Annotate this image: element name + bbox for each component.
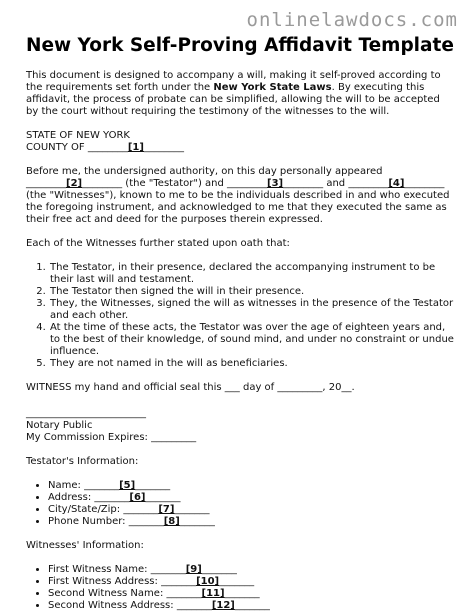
witness1-blank-post: ________ bbox=[283, 178, 324, 189]
notary-public-label: Notary Public bbox=[26, 420, 93, 431]
notary-signature-line[interactable]: ________________________ bbox=[26, 408, 146, 419]
intro-text-pre: This document is designed to accompany a will, making it self-proved according to the requirements set forth under the bbox=[26, 70, 441, 93]
field-marker[interactable]: [11] bbox=[201, 588, 225, 599]
field-blank: _______ bbox=[123, 504, 159, 515]
first-witness-name-item bbox=[48, 564, 454, 576]
field-blank: _______ bbox=[234, 600, 270, 611]
county-field-marker[interactable]: [1] bbox=[127, 142, 144, 153]
document-page bbox=[26, 34, 454, 612]
witness-statement: 1. The Testator, in their presence, declared the accompanying instrument to be their last will and testament. bbox=[49, 262, 454, 286]
field-blank: _______ bbox=[161, 576, 197, 587]
testator-blank-pre: ________ bbox=[26, 178, 66, 189]
field-blank: _______ bbox=[94, 492, 130, 503]
witness2-blank-post: ________ bbox=[404, 178, 445, 189]
intro-paragraph bbox=[26, 70, 454, 118]
intro-text-post: . By executing this affidavit, the process of probate can be simplified, allowing the will to be accepted by the court without requiring the testimony of the witnesses to the will. bbox=[26, 82, 440, 117]
county-blank-pre: ________ bbox=[87, 142, 128, 153]
field-label: Phone Number: bbox=[48, 516, 129, 527]
field-blank: _______ bbox=[84, 480, 120, 491]
field-label: First Witness Name: bbox=[48, 564, 151, 575]
witness-statement: 3. They, the Witnesses, signed the will as witnesses in the presence of the Testator and each other. bbox=[49, 298, 454, 322]
field-marker[interactable]: [6] bbox=[129, 492, 146, 503]
field-marker[interactable]: [7] bbox=[158, 504, 175, 515]
field-blank: _______ bbox=[166, 588, 202, 599]
field-label: First Witness Address: bbox=[48, 576, 162, 587]
document-title: New York Self-Proving Affidavit Template bbox=[26, 35, 454, 56]
field-marker[interactable]: [5] bbox=[119, 480, 136, 491]
testator-info-list bbox=[26, 480, 454, 528]
testator-field-marker[interactable]: [2] bbox=[66, 178, 83, 189]
site-watermark: onlinelawdocs.com bbox=[246, 9, 458, 31]
field-marker[interactable]: [9] bbox=[185, 564, 202, 575]
appearance-text-1: Before me, the undersigned authority, on this day personally appeared bbox=[26, 166, 383, 177]
field-blank: _______ bbox=[145, 492, 181, 503]
second-witness-address-item bbox=[48, 600, 454, 612]
field-label: Second Witness Address: bbox=[48, 600, 177, 611]
appearance-text-4: (the "Witnesses"), known to me to be the individuals described in and who executed the foregoing instrument, and acknowledged to me that they executed the same as their free act and deed for the purposes therein expressed. bbox=[26, 190, 450, 225]
appearance-text-2: (the "Testator") and bbox=[122, 178, 228, 189]
field-blank: _______ bbox=[219, 576, 255, 587]
intro-text-bold: New York State Laws bbox=[213, 82, 332, 93]
testator-phone-item bbox=[48, 516, 454, 528]
field-blank: _______ bbox=[135, 480, 171, 491]
witnesses-info-list bbox=[26, 564, 454, 612]
appearance-paragraph bbox=[26, 166, 454, 226]
field-marker[interactable]: [12] bbox=[211, 600, 235, 611]
appearance-text-3: and bbox=[323, 178, 349, 189]
witness-statement: 2. The Testator then signed the will in their presence. bbox=[49, 286, 454, 298]
testator-name-item bbox=[48, 480, 454, 492]
witness2-field-marker[interactable]: [4] bbox=[388, 178, 405, 189]
field-blank: _______ bbox=[174, 504, 210, 515]
field-blank: _______ bbox=[176, 600, 212, 611]
field-marker[interactable]: [10] bbox=[196, 576, 220, 587]
field-label: City/State/Zip: bbox=[48, 504, 124, 515]
testator-city-item bbox=[48, 504, 454, 516]
witness-statement: 5. They are not named in the will as beneficiaries. bbox=[49, 358, 454, 370]
witness-statement: 4. At the time of these acts, the Testator was over the age of eighteen years and, to the best of their knowledge, of sound mind, and under no constraint or undue influence. bbox=[49, 322, 454, 358]
witness2-blank-pre: ________ bbox=[348, 178, 389, 189]
field-blank: _______ bbox=[128, 516, 164, 527]
witnesses-info-heading: Witnesses' Information: bbox=[26, 540, 144, 551]
field-blank: _______ bbox=[224, 588, 260, 599]
field-label: Name: bbox=[48, 480, 85, 491]
second-witness-name-item bbox=[48, 588, 454, 600]
county-label: COUNTY OF bbox=[26, 142, 88, 153]
testator-info-heading: Testator's Information: bbox=[26, 456, 139, 467]
testator-address-item bbox=[48, 492, 454, 504]
state-line: STATE OF NEW YORK bbox=[26, 130, 130, 141]
witness1-field-marker[interactable]: [3] bbox=[267, 178, 284, 189]
field-blank: _______ bbox=[150, 564, 186, 575]
field-blank: _______ bbox=[179, 516, 215, 527]
county-blank-post: ________ bbox=[143, 142, 184, 153]
field-label: Second Witness Name: bbox=[48, 588, 167, 599]
commission-expires-line: My Commission Expires: _________ bbox=[26, 432, 197, 443]
field-marker[interactable]: [8] bbox=[163, 516, 180, 527]
witness-oath-intro: Each of the Witnesses further stated upon oath that: bbox=[26, 238, 290, 249]
witness-statements-list bbox=[26, 262, 454, 370]
witness1-blank-pre: ________ bbox=[227, 178, 268, 189]
first-witness-address-item bbox=[48, 576, 454, 588]
testator-blank-post: ________ bbox=[82, 178, 123, 189]
county-line bbox=[26, 142, 454, 154]
field-blank: _______ bbox=[201, 564, 237, 575]
witness-seal-line: WITNESS my hand and official seal this ___ day of _________, 20__. bbox=[26, 382, 355, 393]
field-label: Address: bbox=[48, 492, 95, 503]
